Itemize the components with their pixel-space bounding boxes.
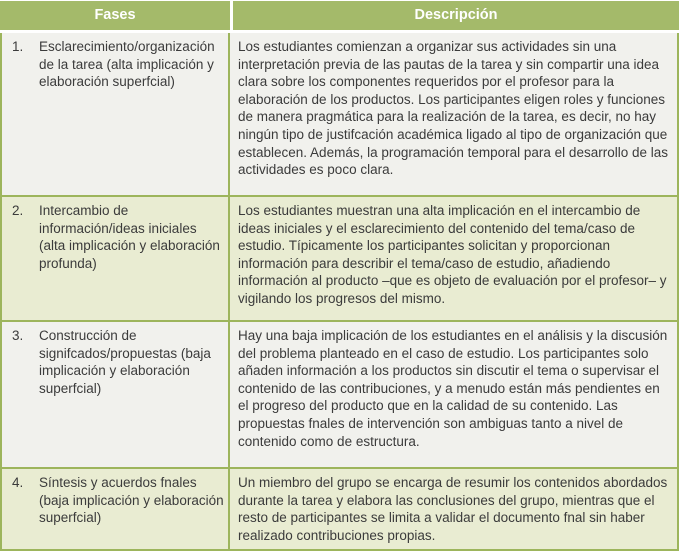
column-header-fases: Fases [0, 1, 230, 30]
description-cell-1: Los estudiantes comienzan a organizar sus actividades sin una interpretación previa de las pautas de la tarea y sin compartir una idea clara sobre los componentes requeridos por el profesor para la elaboración de los productos. Los participantes eligen roles y funciones de manera pragmática para la realización de la tarea, es decir, no hay ningún tipo de justifcación académica ligado al tipo de organización que establecen. Además, la programación temporal para el desarrollo de las actividades es poco clara. [238, 39, 668, 178]
phase-number: 4. [12, 475, 24, 490]
phase-cell-2 [2, 197, 230, 320]
table-row-2 [2, 197, 677, 322]
phase-label: Esclarecimiento/organización de la tarea (alta implicación y elaboración superfcial) [39, 39, 215, 90]
table-header-row [0, 0, 679, 30]
phase-number: 1. [12, 39, 24, 54]
table-body [0, 33, 679, 551]
phase-cell-4 [2, 469, 230, 549]
phase-number: 3. [12, 328, 24, 343]
table-row-4 [2, 469, 677, 549]
phase-label: Construcción de signifcados/propuestas (baja implicación y elaboración superfcial) [39, 328, 211, 396]
phase-cell-1 [2, 33, 230, 195]
description-cell-2: Los estudiantes muestran una alta implicación en el intercambio de ideas iniciales y el esclarecimiento del contenido del tema/caso de estudio. Típicamente los participantes solicitan y proporcionan información para describir el tema/caso de estudio, añadiendo información al producto –que es objeto de evaluación por el profesor– y vigilando los progresos del mismo. [238, 203, 667, 306]
description-cell-3: Hay una baja implicación de los estudiantes en el análisis y la discusión del problema planteado en el caso de estudio. Los participantes solo añaden información a los productos sin discutir el tema o supervisar el contenido de las contribuciones, y a menudo están más pendientes en el progreso del producto que en la calidad de su contenido. Las propuestas fnales de intervención son ambiguas tanto a nivel de contenido como de estructura. [238, 328, 668, 449]
column-header-descripcion: Descripción [233, 1, 679, 30]
phase-cell-3 [2, 322, 230, 467]
table-row-1 [2, 33, 677, 197]
table-row-3 [2, 322, 677, 469]
phase-label: Intercambio de información/ideas iniciales (alta implicación y elaboración profunda) [39, 203, 220, 271]
phase-number: 2. [12, 203, 24, 218]
description-cell-4: Un miembro del grupo se encarga de resumir los contenidos abordados durante la tarea y elabora las conclusiones del grupo, mientras que el resto de participantes se limita a validar el documento fnal sin haber realizado contribuciones propias. [238, 475, 668, 543]
phase-label: Síntesis y acuerdos fnales (baja implicación y elaboración superfcial) [39, 475, 224, 526]
